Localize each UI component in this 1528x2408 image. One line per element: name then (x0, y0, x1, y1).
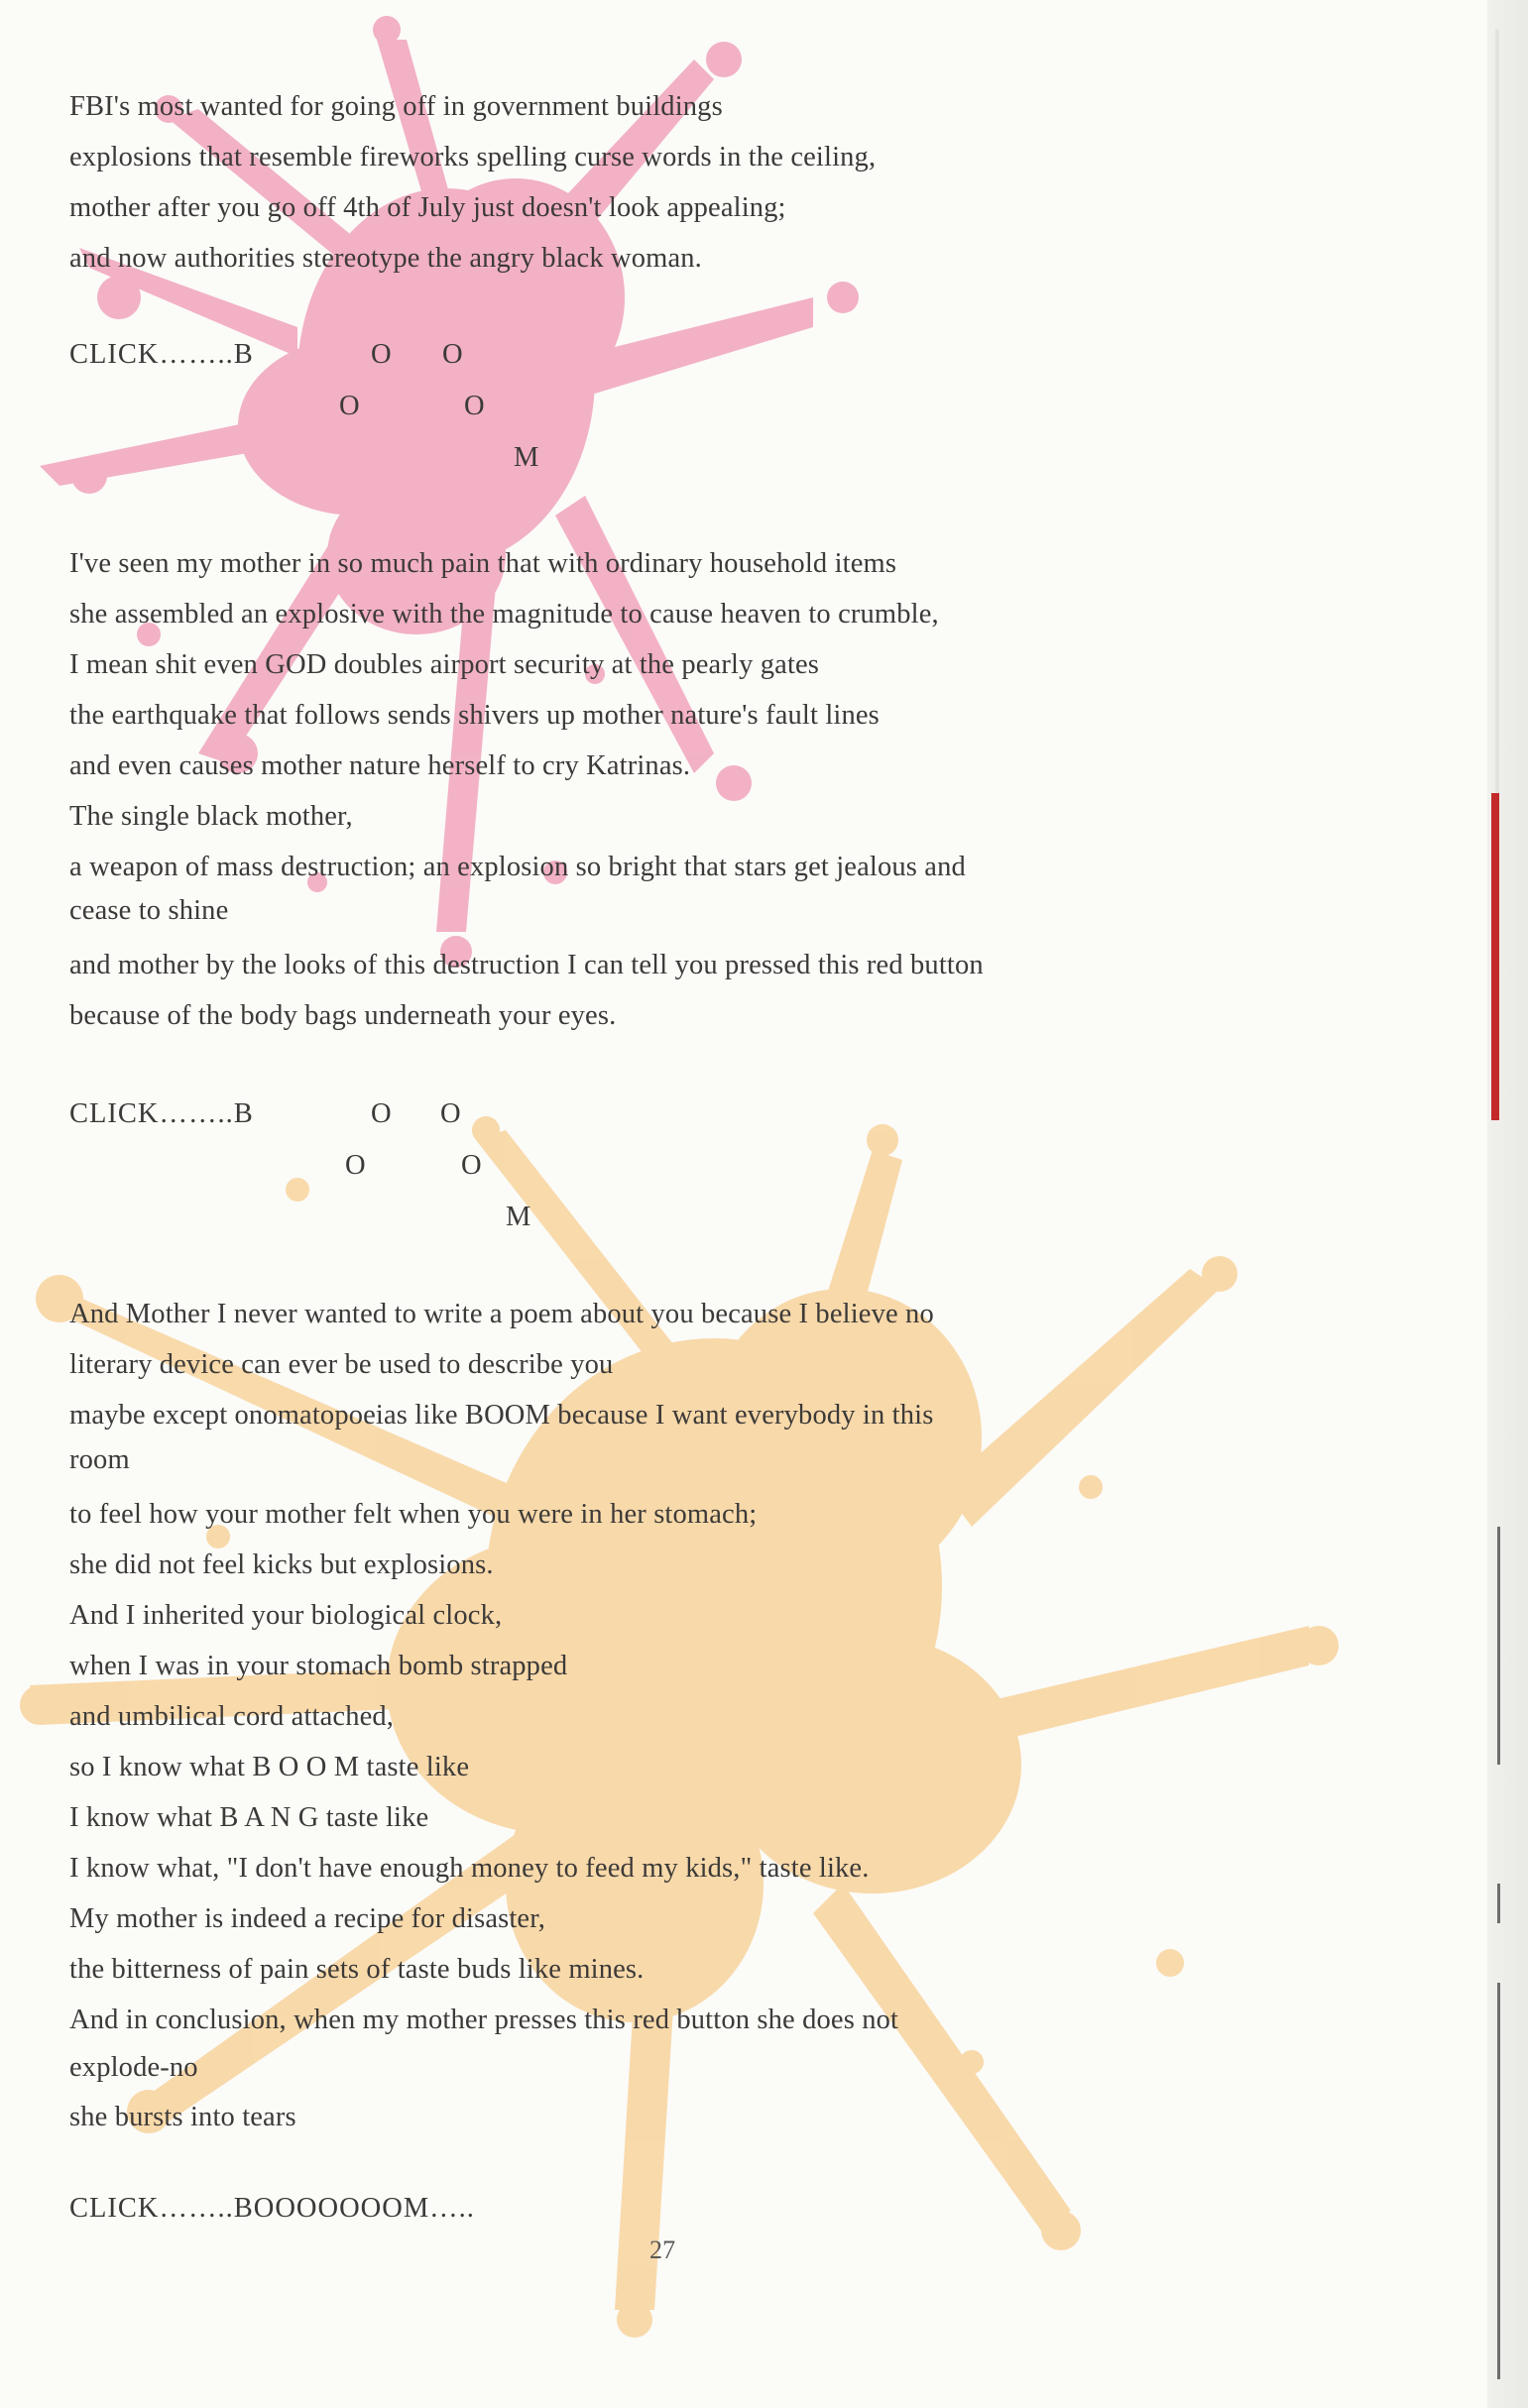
poem-line: literary device can ever be used to describe you (69, 1349, 614, 1380)
edge-line (1497, 1983, 1500, 2379)
page-edge (1487, 0, 1528, 2408)
edge-line (1497, 1527, 1500, 1765)
poem-line: so I know what B O O M taste like (69, 1752, 470, 1782)
poem-line: a weapon of mass destruction; an explosion so bright that stars get jealous and (69, 852, 966, 882)
poem-line: and umbilical cord attached, (69, 1701, 395, 1732)
poem-line: to feel how your mother felt when you were in her stomach; (69, 1499, 758, 1530)
poem-line: the bitterness of pain sets of taste buds like mines. (69, 1954, 645, 1985)
boom-letter: O (371, 339, 393, 370)
boom-letter: O (442, 339, 464, 370)
boom-letter: O (464, 391, 486, 421)
poem-line: And in conclusion, when my mother presses this red button she does not (69, 2005, 899, 2035)
poem-line: and even causes mother nature herself to cry Katrinas. (69, 750, 691, 781)
poem-line: because of the body bags underneath your eyes. (69, 1000, 617, 1031)
click-boom-start: CLICK……..B (69, 1098, 254, 1129)
poem-line: The single black mother, (69, 801, 353, 832)
click-boom-start: CLICK……..B (69, 339, 254, 370)
poem-line: and mother by the looks of this destruction I can tell you pressed this red button (69, 950, 984, 980)
boom-letter: O (461, 1150, 483, 1181)
poem-line: and now authorities stereotype the angry black woman. (69, 243, 702, 274)
poem-line: I've seen my mother in so much pain that with ordinary household items (69, 548, 897, 579)
poem-line: room (69, 1444, 130, 1475)
final-click-boom: CLICK……..BOOOOOOOM….. (69, 2193, 475, 2224)
boom-letter: O (345, 1150, 367, 1181)
boom-letter: M (514, 442, 540, 473)
poem-line: And I inherited your biological clock, (69, 1600, 503, 1631)
boom-letter: O (371, 1098, 393, 1129)
poem-line: when I was in your stomach bomb strapped (69, 1651, 568, 1681)
poem-line: And Mother I never wanted to write a poem about you because I believe no (69, 1299, 934, 1329)
poem-line: explode-no (69, 2052, 198, 2083)
poem-line: the earthquake that follows sends shivers up mother nature's fault lines (69, 700, 880, 731)
poem-line: cease to shine (69, 895, 229, 926)
boom-letter: M (506, 1202, 532, 1232)
poem-line: explosions that resemble fireworks spelling curse words in the ceiling, (69, 142, 877, 172)
poem-line: mother after you go off 4th of July just doesn't look appealing; (69, 192, 786, 223)
poem-line: My mother is indeed a recipe for disaster, (69, 1903, 546, 1934)
poem-line: I know what B A N G taste like (69, 1802, 429, 1833)
poem-line: maybe except onomatopoeias like BOOM because I want everybody in this (69, 1400, 934, 1431)
boom-letter: O (339, 391, 361, 421)
poem-line: FBI's most wanted for going off in government buildings (69, 91, 723, 122)
page-number: 27 (649, 2236, 676, 2264)
edge-line (1497, 1884, 1500, 1923)
edge-red-mark (1491, 793, 1499, 1120)
poem-line: I mean shit even GOD doubles airport security at the pearly gates (69, 649, 820, 680)
poem-line: she bursts into tears (69, 2102, 296, 2132)
poem-line: she did not feel kicks but explosions. (69, 1549, 494, 1580)
poem-line: she assembled an explosive with the magnitude to cause heaven to crumble, (69, 599, 939, 630)
boom-letter: O (440, 1098, 462, 1129)
poem-line: I know what, "I don't have enough money to feed my kids," taste like. (69, 1853, 870, 1884)
